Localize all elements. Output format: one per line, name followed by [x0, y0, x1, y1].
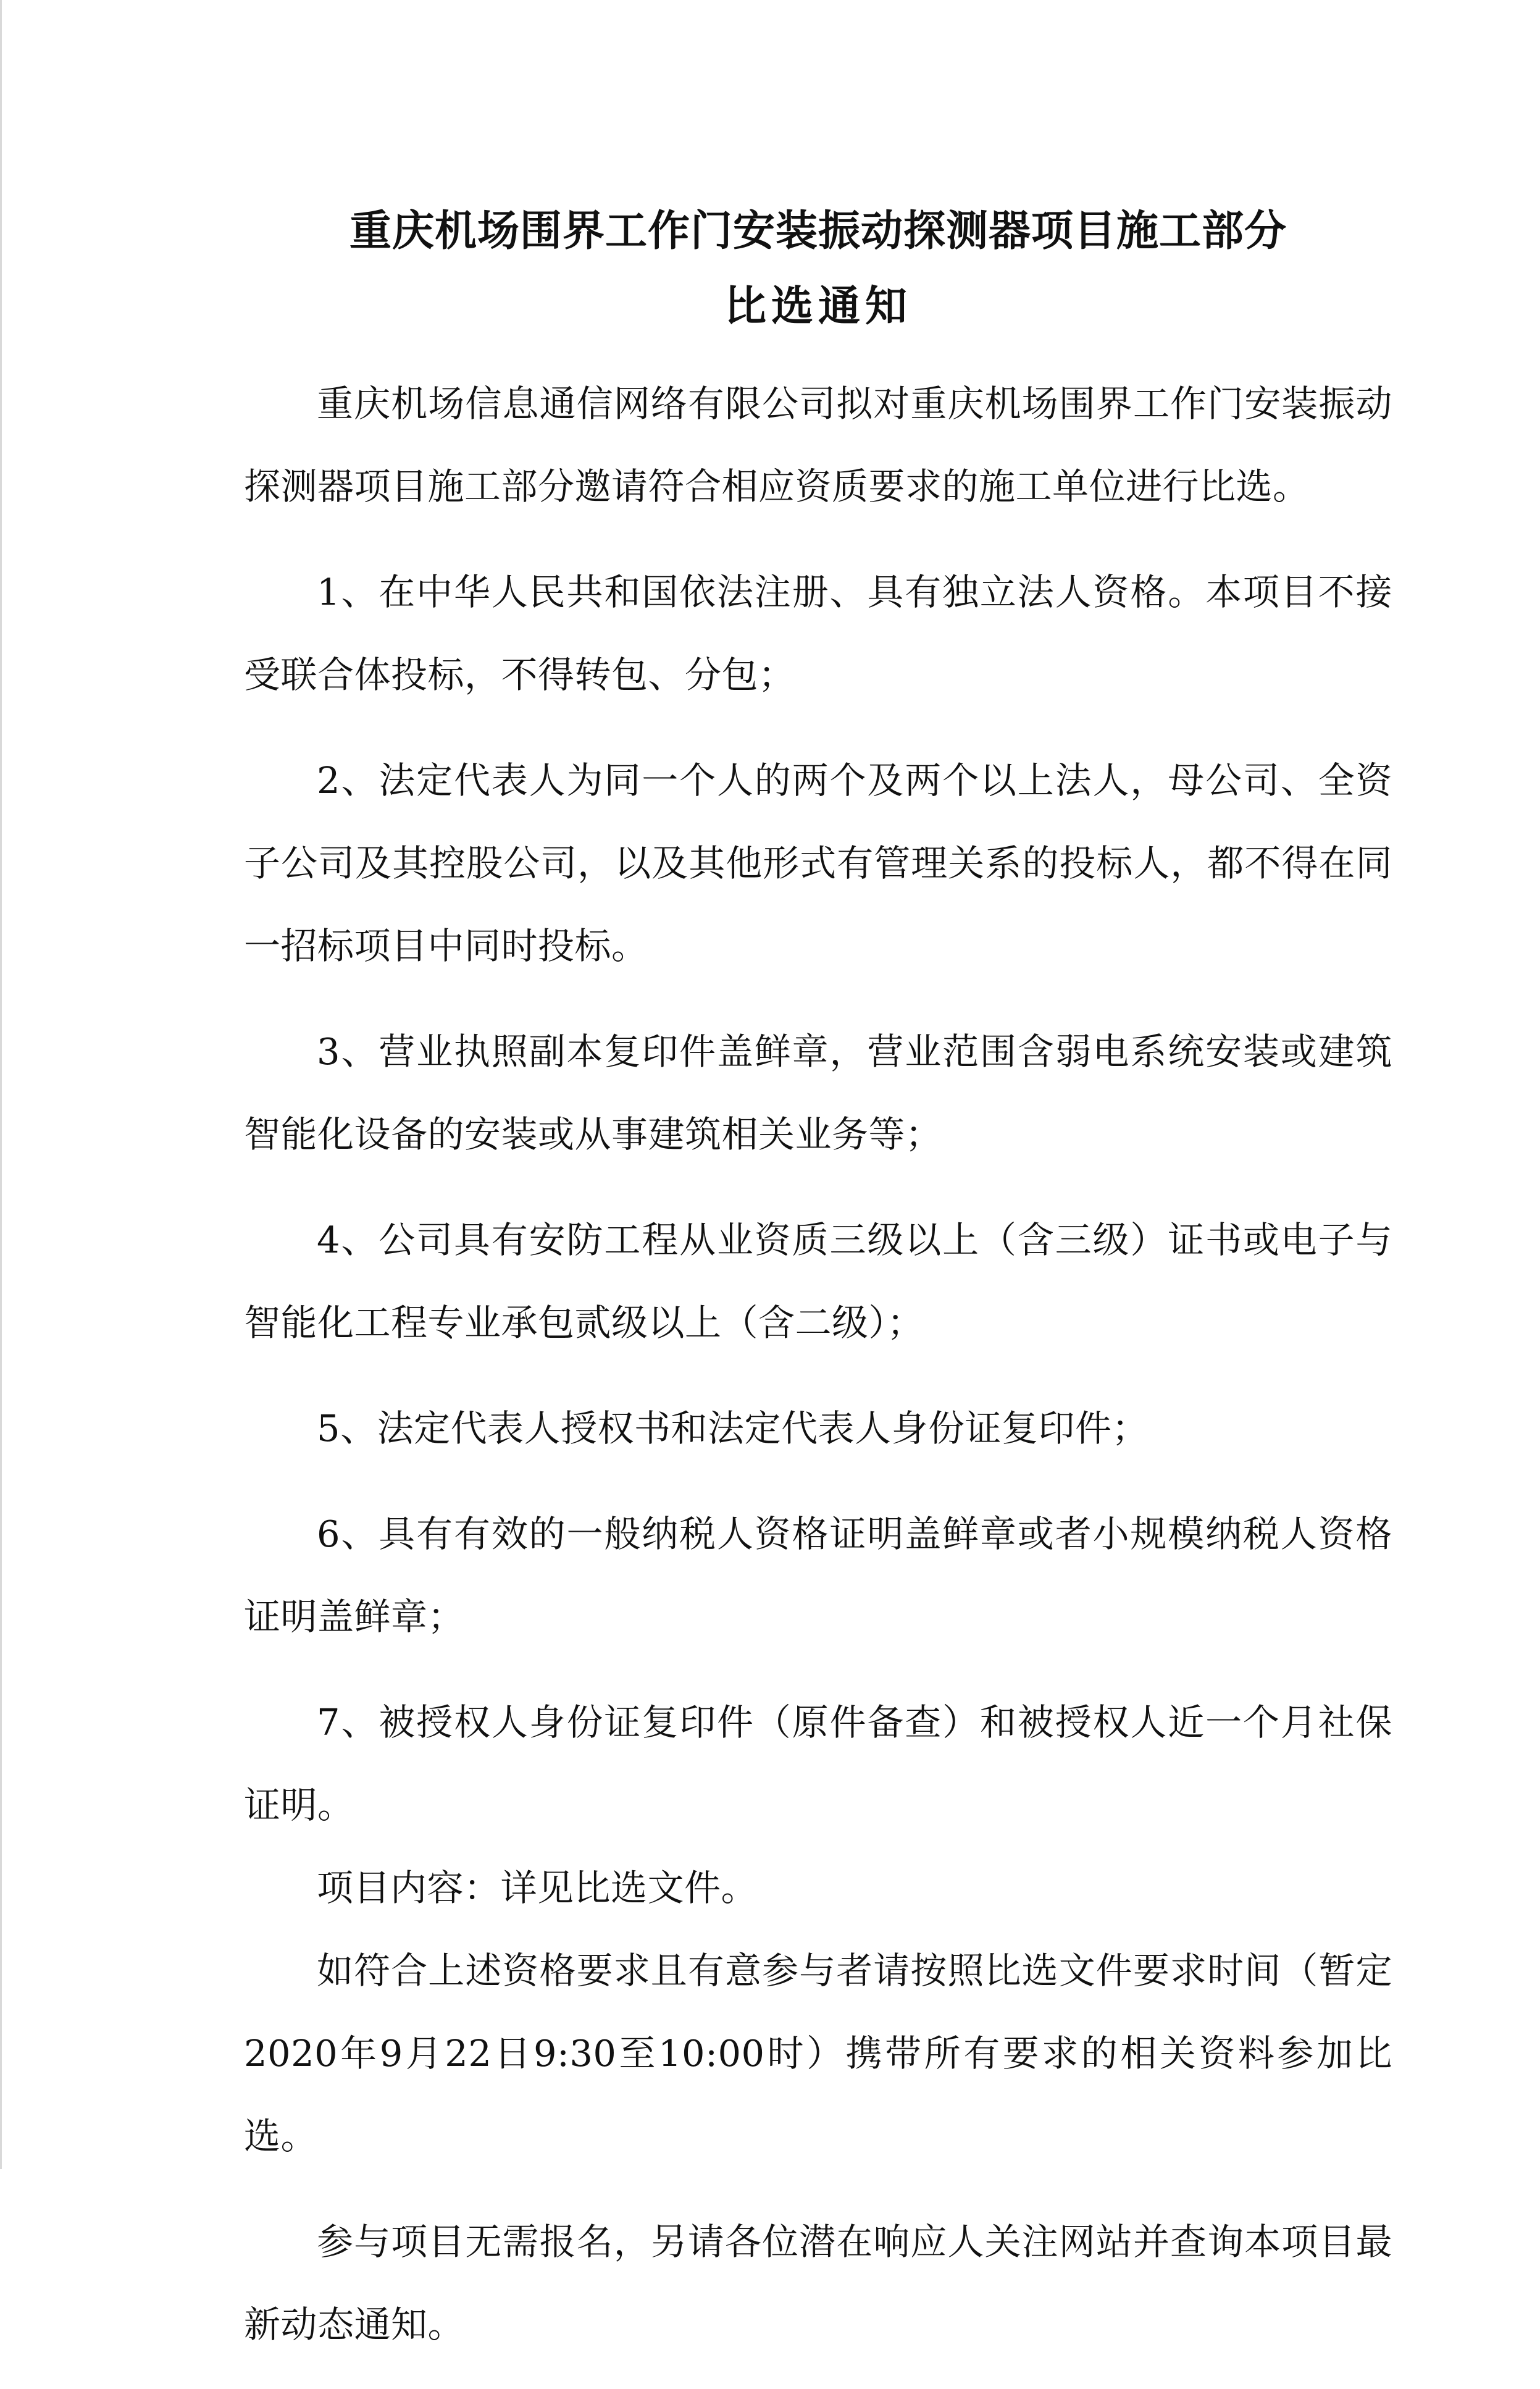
- closing-paragraph: 参与项目无需报名，另请各位潜在响应人关注网站并查询本项目最新动态通知。: [244, 2220, 1392, 2346]
- requirement-4: 4、公司具有安防工程从业资质三级以上（含三级）证书或电子与智能化工程专业承包贰级以上（含二级）；: [244, 1219, 1392, 1344]
- requirement-5: 5、法定代表人授权书和法定代表人身份证复印件；: [317, 1407, 1149, 1450]
- project-content: 项目内容：详见比选文件。: [317, 1866, 758, 1909]
- intro-paragraph: 重庆机场信息通信网络有限公司拟对重庆机场围界工作门安装振动探测器项目施工部分邀请符合相应资质要求的施工单位进行比选。: [244, 382, 1392, 508]
- requirement-6: 6、具有有效的一般纳税人资格证明盖鲜章或者小规模纳税人资格证明盖鲜章；: [244, 1513, 1392, 1638]
- title-line-1: 重庆机场围界工作门安装振动探测器项目施工部分: [349, 207, 1287, 256]
- requirement-3: 3、营业执照副本复印件盖鲜章，营业范围含弱电系统安装或建筑智能化设备的安装或从事建筑相关业务等；: [244, 1030, 1392, 1156]
- notice-document: [244, 185, 1392, 2389]
- notice-body: [244, 363, 1392, 2366]
- requirement-7: 7、被授权人身份证复印件（原件备查）和被授权人近一个月社保证明。: [244, 1701, 1392, 1826]
- title-line-2: 比选通知: [724, 282, 912, 331]
- requirement-1: 1、在中华人民共和国依法注册、具有独立法人资格。本项目不接受联合体投标，不得转包、分包；: [244, 571, 1392, 696]
- requirement-2: 2、法定代表人为同一个人的两个及两个以上法人，母公司、全资子公司及其控股公司，以及其他形式有管理关系的投标人，都不得在同一招标项目中同时投标。: [244, 759, 1392, 967]
- scan-edge: [0, 0, 2, 2169]
- schedule-paragraph: 如符合上述资格要求且有意参与者请按照比选文件要求时间（暂定2020年9月22日9:30至10:00时）携带所有要求的相关资料参加比选。: [244, 1949, 1392, 2157]
